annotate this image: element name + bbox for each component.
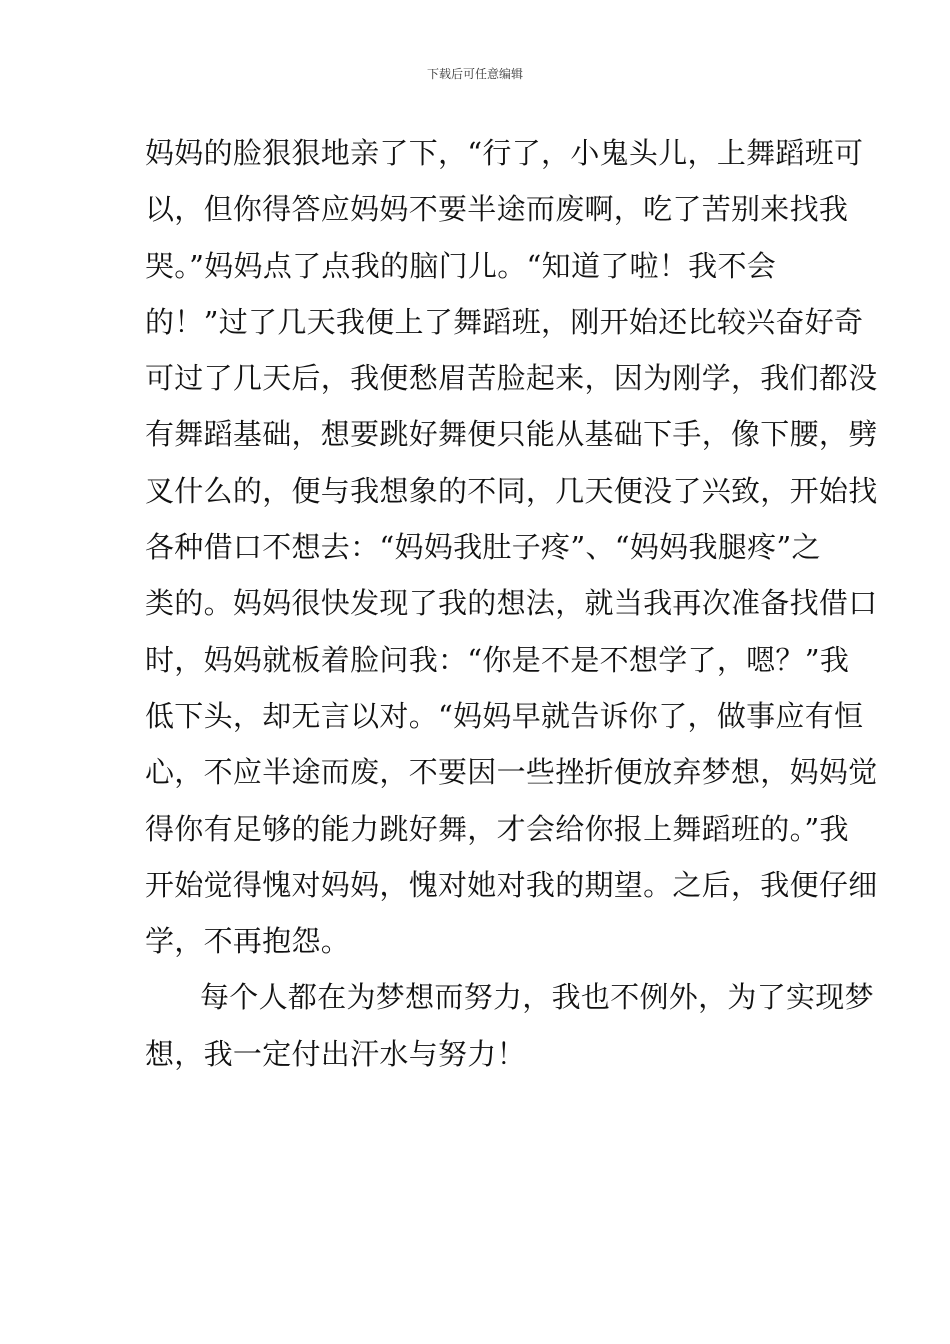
text-line-14: 开始觉得愧对妈妈，愧对她对我的期望。之后，我便仔细: [145, 867, 878, 902]
text-line-3: 哭。”妈妈点了点我的脑门儿。“知道了啦！我不会: [145, 248, 777, 283]
text-line-12: 心，不应半途而废，不要因一些挫折便放弃梦想，妈妈觉: [145, 755, 878, 790]
text-line-2: 以，但你得答应妈妈不要半途而废啊，吃了苦别来找我: [145, 192, 849, 227]
text-line-15: 学，不再抱怨。: [145, 924, 351, 959]
text-line-8: 各种借口不想去：“妈妈我肚子疼”、“妈妈我腿疼”之: [145, 530, 821, 565]
text-line-7: 叉什么的，便与我想象的不同，几天便没了兴致，开始找: [145, 473, 878, 508]
text-line-10: 时，妈妈就板着脸问我：“你是不是不想学了，嗯？”我: [145, 642, 850, 677]
text-line-5: 可过了几天后，我便愁眉苦脸起来，因为刚学，我们都没: [145, 361, 878, 396]
document-body: [145, 130, 878, 1087]
text-line-1: 妈妈的脸狠狠地亲了下，“行了，小鬼头儿，上舞蹈班可: [145, 136, 864, 170]
page-header: 下载后可任意编辑: [426, 67, 523, 81]
text-line-6: 有舞蹈基础，想要跳好舞便只能从基础下手，像下腰，劈: [145, 417, 878, 452]
paragraph-2-line-2: 想，我一定付出汗水与努力！: [145, 1036, 526, 1071]
text-line-9: 类的。妈妈很快发现了我的想法，就当我再次准备找借口: [145, 586, 878, 621]
paragraph-2-line-1: 每个人都在为梦想而努力，我也不例外，为了实现梦: [200, 980, 874, 1015]
text-line-4: 的！”过了几天我便上了舞蹈班，刚开始还比较兴奋好奇: [145, 304, 864, 339]
text-line-13: 得你有足够的能力跳好舞，才会给你报上舞蹈班的。”我: [145, 811, 849, 846]
text-line-11: 低下头，却无言以对。“妈妈早就告诉你了，做事应有恒: [145, 698, 864, 733]
